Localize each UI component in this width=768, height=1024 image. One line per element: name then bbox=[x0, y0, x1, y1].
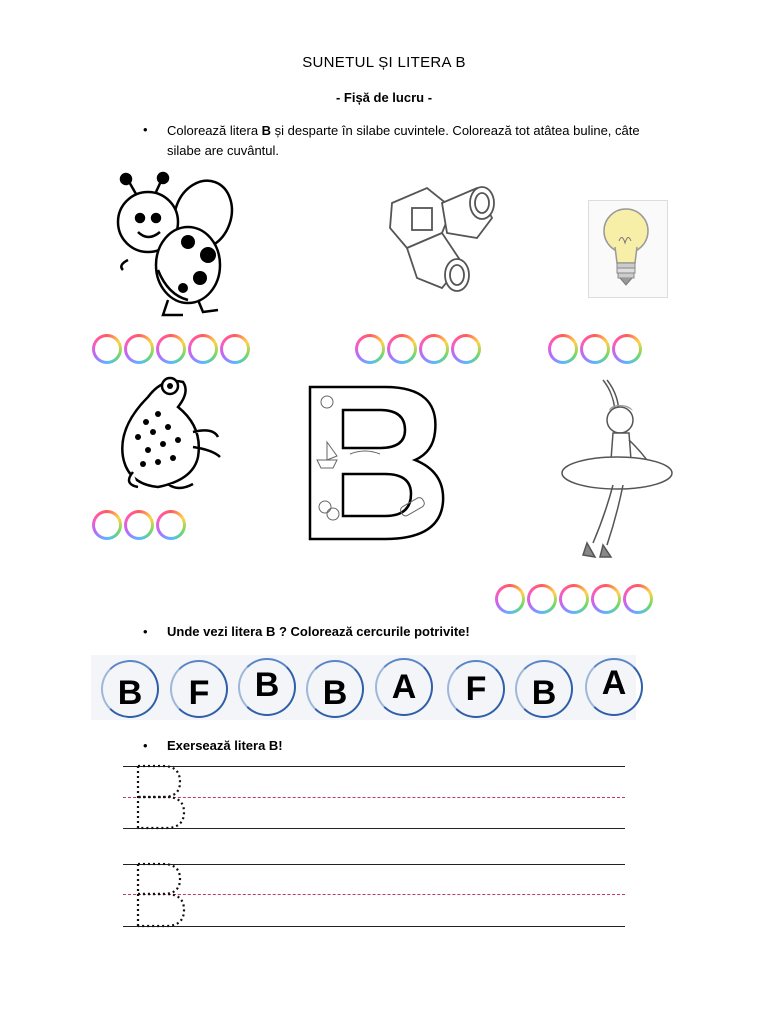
syllable-bubble[interactable] bbox=[188, 334, 218, 364]
tracing-area[interactable] bbox=[118, 760, 663, 935]
task2-letter: B bbox=[265, 624, 276, 639]
letter-circle[interactable] bbox=[306, 660, 364, 718]
task1-letter: B bbox=[261, 123, 272, 138]
task2-instruction bbox=[167, 622, 470, 642]
syllable-bubble[interactable] bbox=[527, 584, 557, 614]
ballerina-syllable-bubbles bbox=[495, 584, 653, 614]
syllable-bubble[interactable] bbox=[559, 584, 589, 614]
circle-letter: F bbox=[465, 670, 487, 708]
bullet-dot: • bbox=[143, 122, 148, 137]
syllable-bubble[interactable] bbox=[495, 584, 525, 614]
page-title: SUNETUL ȘI LITERA B bbox=[302, 54, 466, 71]
circle-letter: B bbox=[531, 674, 557, 712]
syllable-bubble[interactable] bbox=[124, 510, 154, 540]
syllable-bubble[interactable] bbox=[580, 334, 610, 364]
writing-line-middle bbox=[123, 797, 625, 798]
task3-letter: B bbox=[268, 738, 279, 753]
ballerina-icon bbox=[545, 375, 675, 570]
circle-letter: B bbox=[322, 674, 348, 712]
syllable-bubble[interactable] bbox=[591, 584, 621, 614]
letter-circle[interactable] bbox=[447, 660, 505, 718]
circle-letter: A bbox=[601, 664, 627, 702]
syllable-bubble[interactable] bbox=[451, 334, 481, 364]
syllable-bubble[interactable] bbox=[92, 510, 122, 540]
ladybug-syllable-bubbles bbox=[92, 334, 250, 364]
circle-letter: A bbox=[391, 668, 417, 706]
letter-circle[interactable] bbox=[170, 660, 228, 718]
binoculars-icon bbox=[382, 178, 517, 298]
binoculars-syllable-bubbles bbox=[355, 334, 481, 364]
letter-b-picture-icon bbox=[305, 382, 450, 542]
task3-instruction bbox=[167, 736, 283, 756]
bullet-dot: • bbox=[143, 624, 148, 639]
lightbulb-syllable-bubbles bbox=[548, 334, 642, 364]
syllable-bubble[interactable] bbox=[548, 334, 578, 364]
circle-letter: B bbox=[254, 666, 280, 704]
writing-line-bottom bbox=[123, 926, 625, 927]
syllable-bubble[interactable] bbox=[124, 334, 154, 364]
writing-line-middle bbox=[123, 894, 625, 895]
letter-circle[interactable] bbox=[101, 660, 159, 718]
writing-line-top bbox=[123, 766, 625, 767]
syllable-bubble[interactable] bbox=[387, 334, 417, 364]
syllable-bubble[interactable] bbox=[623, 584, 653, 614]
lightbulb-icon bbox=[588, 200, 668, 298]
syllable-bubble[interactable] bbox=[220, 334, 250, 364]
task2-text-b: ? Colorează cercurile potrivite! bbox=[275, 624, 470, 639]
syllable-bubble[interactable] bbox=[355, 334, 385, 364]
writing-line-bottom bbox=[123, 828, 625, 829]
letter-circle[interactable] bbox=[238, 658, 296, 716]
task2-text-a: Unde vezi litera bbox=[167, 624, 266, 639]
bullet-dot: • bbox=[143, 738, 148, 753]
letter-circle[interactable] bbox=[515, 660, 573, 718]
circle-letter: F bbox=[188, 674, 210, 712]
syllable-bubble[interactable] bbox=[612, 334, 642, 364]
syllable-bubble[interactable] bbox=[419, 334, 449, 364]
writing-line-top bbox=[123, 864, 625, 865]
frog-icon bbox=[108, 372, 228, 494]
ladybug-icon bbox=[108, 170, 238, 320]
task1-text-c: silabe are cuvântul. bbox=[167, 143, 280, 158]
syllable-bubble[interactable] bbox=[156, 510, 186, 540]
letter-circle[interactable] bbox=[585, 658, 643, 716]
task3-text-a: Exersează litera bbox=[167, 738, 269, 753]
task1-text-a: Colorează litera bbox=[167, 123, 262, 138]
task1-instruction bbox=[167, 121, 707, 161]
syllable-bubble[interactable] bbox=[156, 334, 186, 364]
task3-text-b: ! bbox=[278, 738, 283, 753]
circle-letter: B bbox=[117, 674, 143, 712]
letter-circle[interactable] bbox=[375, 658, 433, 716]
task1-text-b: și desparte în silabe cuvintele. Colorează tot atâtea buline, câte bbox=[271, 123, 640, 138]
dotted-letter-b-icon bbox=[118, 760, 198, 935]
page-subtitle: - Fișă de lucru - bbox=[335, 90, 433, 105]
syllable-bubble[interactable] bbox=[92, 334, 122, 364]
frog-syllable-bubbles bbox=[92, 510, 186, 540]
